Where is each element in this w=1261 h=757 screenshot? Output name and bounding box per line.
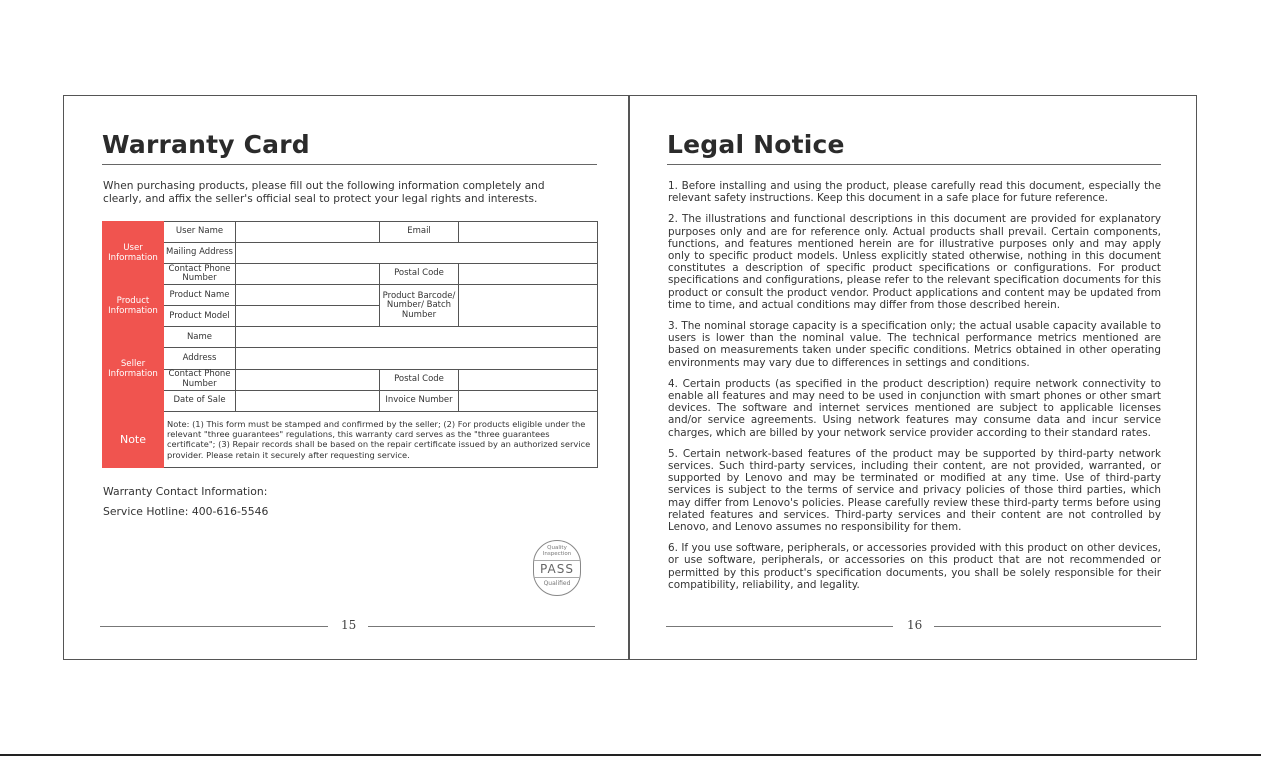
title-divider — [102, 164, 597, 165]
seller-contact-phone-label: Contact Phone Number — [164, 369, 236, 390]
stamp-bottom-text: Qualified — [543, 580, 571, 587]
warranty-contact-label: Warranty Contact Information: — [103, 485, 268, 498]
warranty-table — [102, 221, 598, 468]
legal-paragraph: 1. Before installing and using the product, please carefully read this document, especially the relevant safety instructions. Keep this document in a safe place for future reference. — [668, 180, 1161, 205]
seller-postal-code-field[interactable] — [459, 369, 598, 390]
contact-phone-label: Contact Phone Number — [164, 264, 236, 285]
seller-address-field[interactable] — [236, 348, 598, 369]
page-title: Warranty Card — [102, 130, 310, 159]
seller-postal-code-label: Postal Code — [380, 369, 459, 390]
legal-notice-page — [629, 95, 1197, 660]
legal-paragraph: 2. The illustrations and functional descriptions in this document are provided for explanatory purposes only and are for reference only. Actual products shall prevail. Certain components, functions, and features mentioned herein are for illustrative purposes only and may apply only to specific product models. Unless explicitly stated otherwise, nothing in this document constitutes a description of specific product specifications or configurations. For product specifications and configurations, please refer to the relevant specification documents for this product or consult the product vendor. Product applications and content may be updated from time to time, and actual conditions may differ from those described herein. — [668, 213, 1161, 311]
product-information-header: Product Information — [103, 285, 164, 327]
stamp-pass-text: PASS — [534, 560, 580, 578]
contact-phone-field[interactable] — [236, 264, 380, 285]
seller-name-label: Name — [164, 327, 236, 348]
email-field[interactable] — [459, 222, 598, 243]
user-name-label: User Name — [164, 222, 236, 243]
invoice-number-label: Invoice Number — [380, 390, 459, 411]
user-name-field[interactable] — [236, 222, 380, 243]
seller-address-label: Address — [164, 348, 236, 369]
seller-name-field[interactable] — [236, 327, 598, 348]
mailing-address-label: Mailing Address — [164, 243, 236, 264]
page-title: Legal Notice — [667, 130, 845, 159]
page-number: 16 — [907, 618, 923, 632]
invoice-number-field[interactable] — [459, 390, 598, 411]
mailing-address-field[interactable] — [236, 243, 598, 264]
legal-paragraph: 5. Certain network-based features of the product may be supported by third-party network services. Such third-party services, including their content, are not provided, warranted, or supported by Lenovo and may be terminated or modified at any time. Use of third-party services is subject to the terms of service and privacy policies of those third parties, which may differ from Lenovo's policies. Please carefully review these third-party terms before using related features and services. Third-party services and their content are not controlled by Lenovo, and Lenovo assumes no responsibility for them. — [668, 447, 1161, 534]
footer-line-left — [666, 626, 893, 627]
page-number: 15 — [341, 618, 357, 632]
product-model-label: Product Model — [164, 306, 236, 327]
legal-paragraph: 6. If you use software, peripherals, or accessories provided with this product on other devices, or use software, peripherals, or accessories on this product that are not recommended or permitted by this product's specification documents, you shall be solely responsible for their compatibility, reliability, and legality. — [668, 542, 1161, 591]
warranty-card-page — [63, 95, 629, 660]
bottom-border — [0, 754, 1261, 756]
legal-notice-body — [668, 180, 1161, 600]
user-information-header: User Information — [103, 222, 164, 285]
title-divider — [667, 164, 1161, 165]
product-barcode-label: Product Barcode/ Number/ Batch Number — [380, 285, 459, 327]
email-label: Email — [380, 222, 459, 243]
product-model-field[interactable] — [236, 306, 380, 327]
seller-information-header: Seller Information — [103, 327, 164, 411]
footer-line-right — [934, 626, 1161, 627]
quality-pass-stamp — [533, 540, 581, 596]
legal-paragraph: 3. The nominal storage capacity is a specification only; the actual usable capacity available to users is lower than the nominal value. The technical performance metrics mentioned are based on measurements taken under specific conditions. Metrics obtained in other operating environments may vary due to differences in settings and conditions. — [668, 320, 1161, 369]
service-hotline: Service Hotline: 400-616-5546 — [103, 505, 269, 518]
legal-paragraph: 4. Certain products (as specified in the product description) require network connectivity to enable all features and may need to be used in conjunction with smart phones or other smart devices. The software and internet services mentioned are subject to applicable licenses and/or service agreements. Using network features may consume data and incur service charges, which are billed by your network service provider according to their standard rates. — [668, 377, 1161, 439]
stamp-top-text: Quality Inspection — [542, 545, 572, 557]
product-name-field[interactable] — [236, 285, 380, 306]
product-barcode-field[interactable] — [459, 285, 598, 327]
date-of-sale-field[interactable] — [236, 390, 380, 411]
note-header: Note — [103, 411, 164, 467]
product-name-label: Product Name — [164, 285, 236, 306]
postal-code-field[interactable] — [459, 264, 598, 285]
footer-line-right — [368, 626, 595, 627]
seller-contact-phone-field[interactable] — [236, 369, 380, 390]
postal-code-label: Postal Code — [380, 264, 459, 285]
date-of-sale-label: Date of Sale — [164, 390, 236, 411]
footer-line-left — [100, 626, 328, 627]
intro-text: When purchasing products, please fill out the following information completely and clearly, and affix the seller's official seal to protect your legal rights and interests. — [103, 180, 545, 205]
note-text: Note: (1) This form must be stamped and confirmed by the seller; (2) For products eligible under the relevant "three guarantees" regulations, this warranty card serves as the "three guarantees certificate"; (3) Repair records shall be based on the repair certificate issued by an authorized service provider. Please retain it securely after requesting service. — [164, 411, 598, 467]
